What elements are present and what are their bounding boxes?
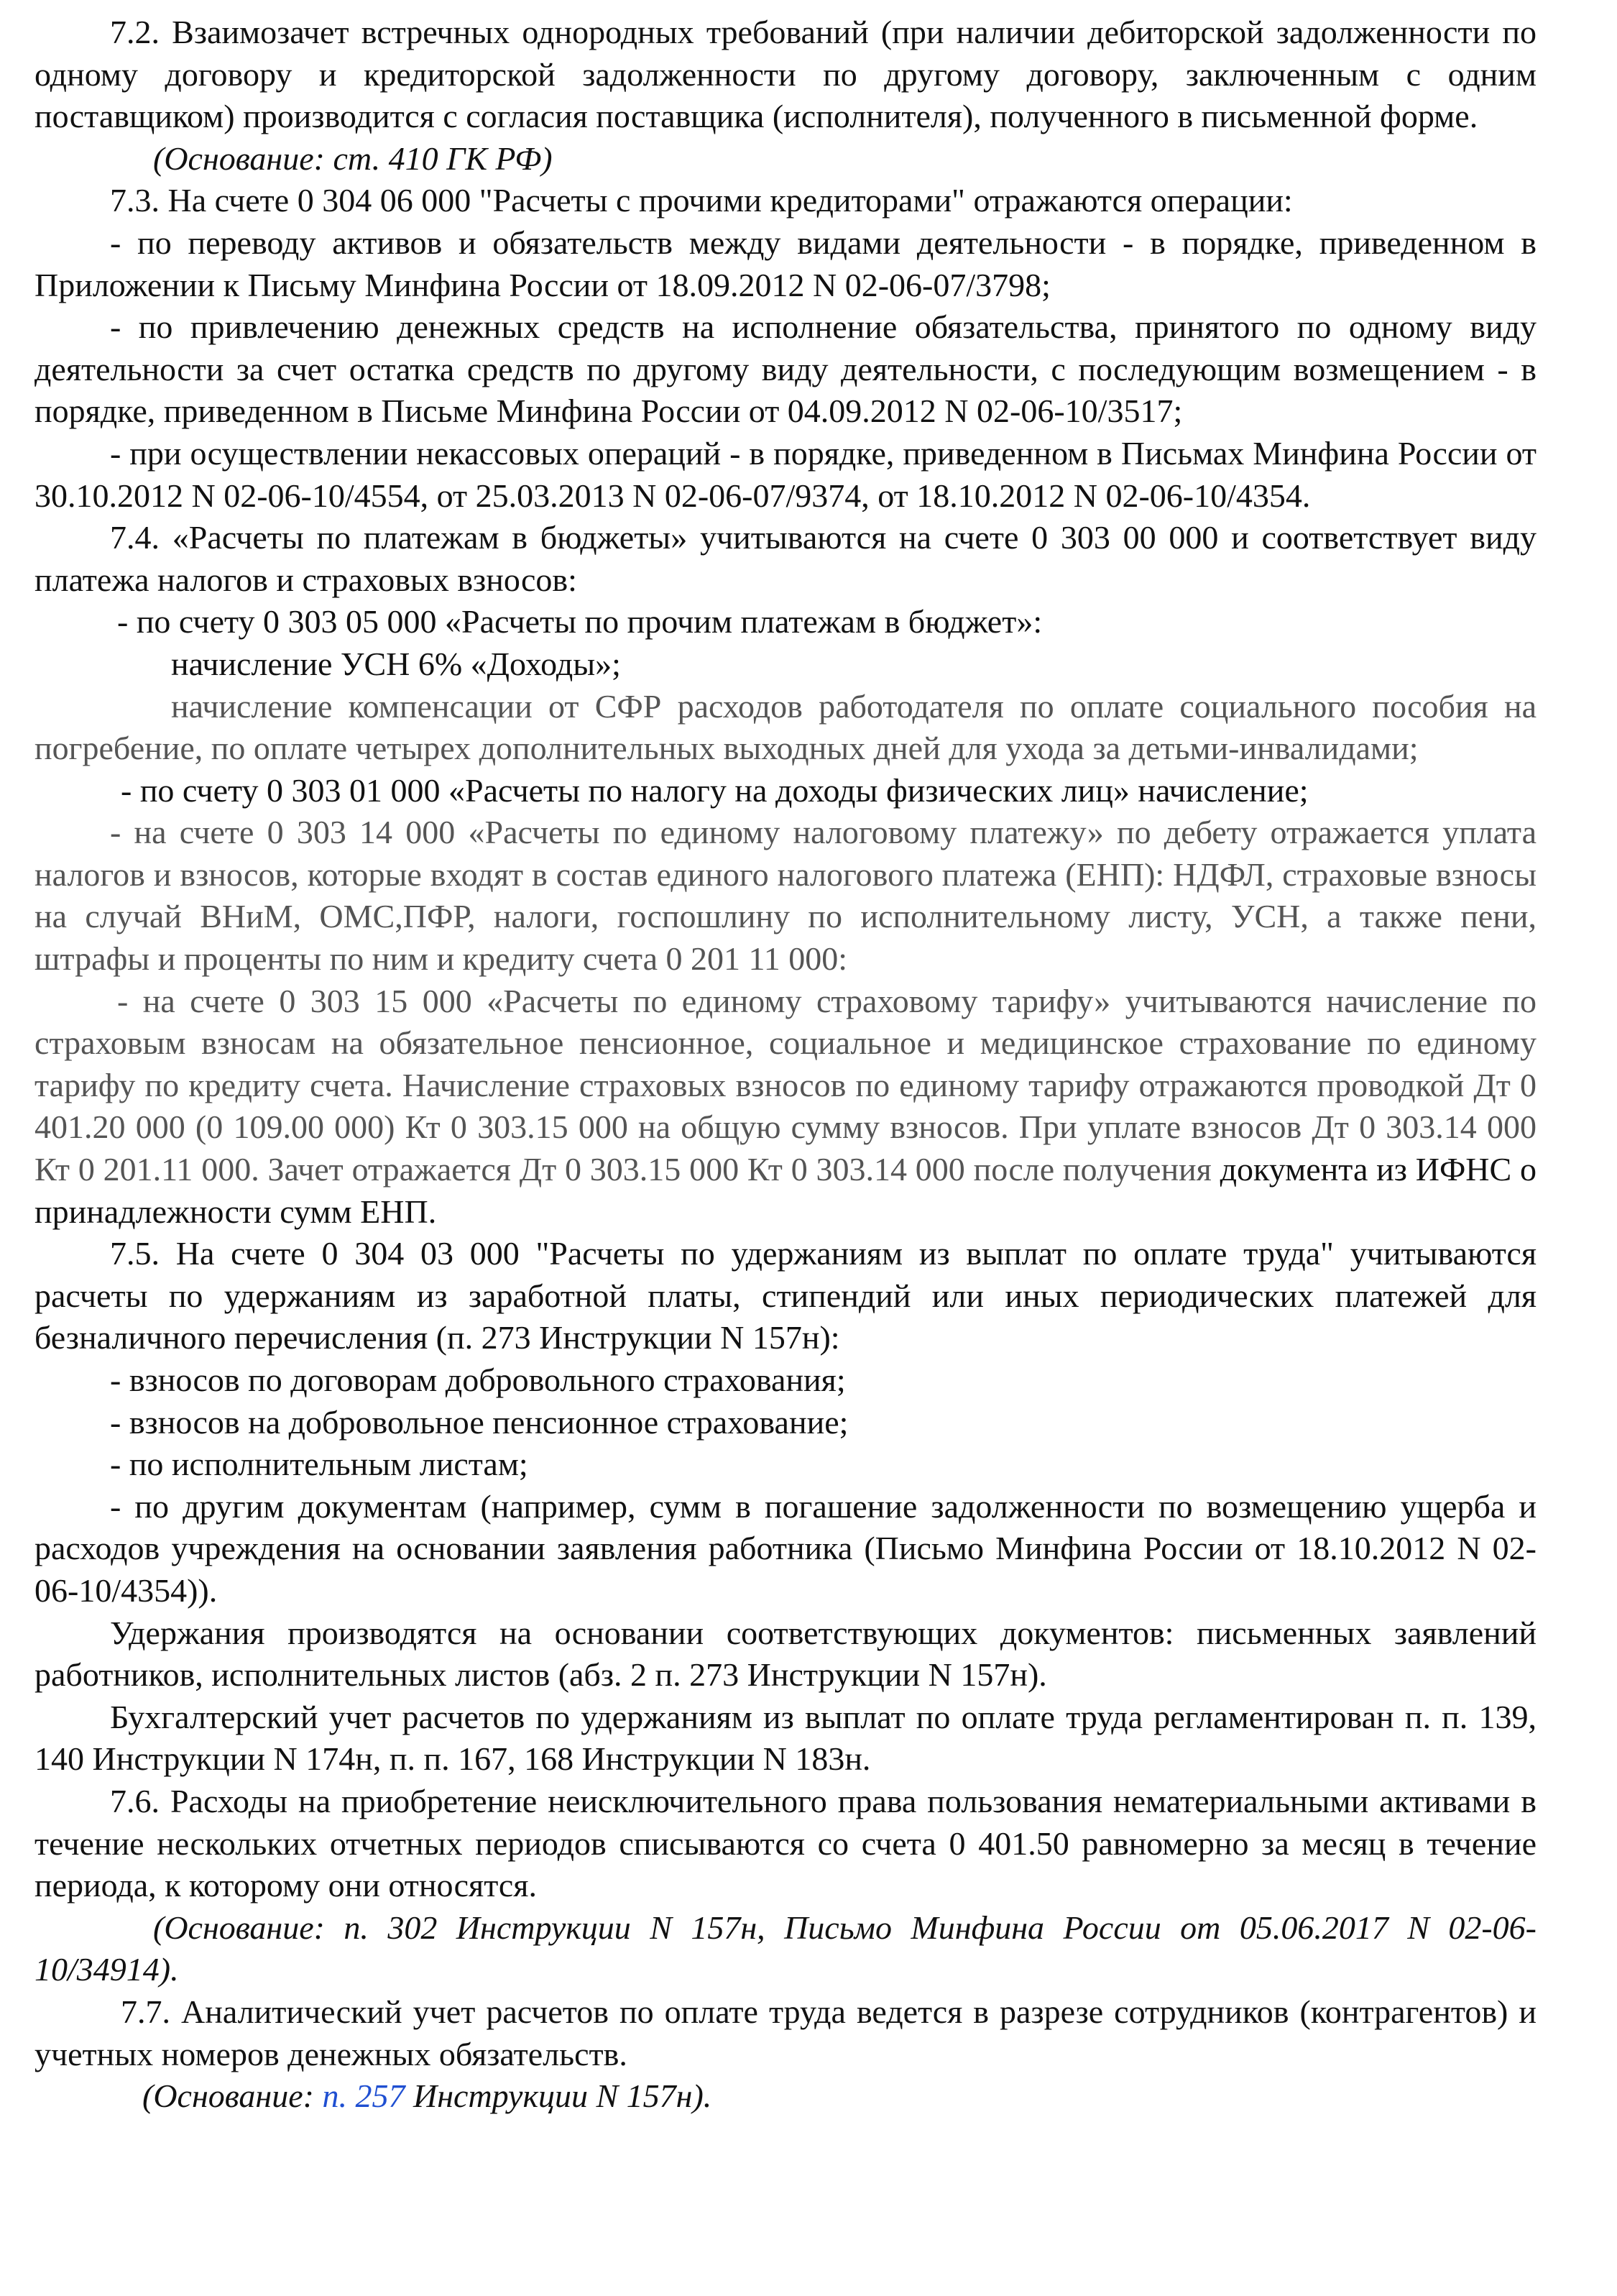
list-item-7-3-b: - по привлечению денежных средств на исполнение обязательства, принятого по одному виду деятельности за счет остатка средств по другому виду деятельности, с последующим возмещением - в порядке, приведенном в Письме Минфина России от 04.09.2012 N 02-06-10/3517; <box>34 308 1537 430</box>
basis-note-7-7-prefix: (Основание: <box>142 2077 323 2115</box>
paragraph-7-7: 7.7. Аналитический учет расчетов по оплате труда ведется в разрезе сотрудников (контрагентов) и учетных номеров денежных обязательств. <box>34 1993 1537 2072</box>
list-item-7-4-a: - по счету 0 303 05 000 «Расчеты по прочим платежам в бюджет»: <box>117 603 1043 640</box>
list-item-7-3-c: - при осуществлении некассовых операций - в порядке, приведенном в Письмах Минфина России от 30.10.2012 N 02-06-10/4554, от 25.03.2013 N 02-06-07/9374, от 18.10.2012 N 02-06-10/4354. <box>34 434 1537 514</box>
paragraph-7-5-withholding: Удержания производятся на основании соответствующих документов: письменных заявлений работников, исполнительных листов (абз. 2 п. 273 Инструкции N 157н). <box>34 1614 1537 1694</box>
list-item-7-3-a: - по переводу активов и обязательств между видами деятельности - в порядке, приведенном в Приложении к Письму Минфина России от 18.09.2012 N 02-06-07/3798; <box>34 224 1537 303</box>
basis-note-7-6: (Основание: п. 302 Инструкции N 157н, Письмо Минфина России от 05.06.2017 N 02-06-10/34914). <box>34 1909 1537 1988</box>
list-item-7-4-d-ending: документа из ИФНС о принадлежности сумм ЕНП. <box>34 1151 1537 1230</box>
list-item-7-5-a: - взносов по договорам добровольного страхования; <box>110 1361 846 1398</box>
paragraph-7-2: 7.2. Взаимозачет встречных однородных требований (при наличии дебиторской задолженности по одному договору и кредиторской задолженности по другому договору, заключенным с одним поставщиком) производится с согласия поставщика (исполнителя), полученного в письменной форме. <box>34 14 1537 135</box>
sub-item-7-4-a2: начисление компенсации от СФР расходов работодателя по оплате социального пособия на погребение, по оплате четырех дополнительных выходных дней для ухода за детьми-инвалидами; <box>34 687 1537 767</box>
basis-note-7-2: (Основание: ст. 410 ГК РФ) <box>153 139 553 177</box>
basis-note-7-7-suffix: Инструкции N 157н). <box>405 2077 712 2115</box>
list-item-7-4-d <box>34 981 1537 1234</box>
paragraph-7-3: 7.3. На счете 0 304 06 000 "Расчеты с прочими кредиторами" отражаются операции: <box>110 182 1293 219</box>
paragraph-7-4: 7.4. «Расчеты по платежам в бюджеты» учитываются на счете 0 303 00 000 и соответствует виду платежа налогов и страховых взносов: <box>34 519 1537 598</box>
instruction-link[interactable]: п. 257 <box>322 2077 405 2115</box>
list-item-7-4-b: - по счету 0 303 01 000 «Расчеты по налогу на доходы физических лиц» начисление; <box>121 771 1309 809</box>
basis-note-7-7 <box>34 2075 1537 2118</box>
sub-item-7-4-a1: начисление УСН 6% «Доходы»; <box>171 645 621 682</box>
list-item-7-4-d-text: - на счете 0 303 15 000 «Расчеты по единому страховому тарифу» учитываются начисление по страховым взносам на обязательное пенсионное, социальное и медицинское страхование по единому тарифу по кредиту счета. Начисление страховых взносов по единому тарифу отражаются проводкой Дт 0 401.20 000 (0 109.00 000) Кт 0 303.15 000 на общую сумму взносов. При уплате взносов Дт 0 303.14 000 Кт 0 201.11 000. Зачет отражается Дт 0 303.15 000 Кт 0 303.14 000 после получения <box>34 982 1537 1188</box>
list-item-7-5-d: - по другим документам (например, сумм в погашение задолженности по возмещению ущерба и расходов учреждения на основании заявления работника (Письмо Минфина России от 18.10.2012 N 02-06-10/4354)). <box>34 1487 1537 1609</box>
list-item-7-5-b: - взносов на добровольное пенсионное страхование; <box>110 1403 849 1441</box>
paragraph-7-5: 7.5. На счете 0 304 03 000 "Расчеты по удержаниям из выплат по оплате труда" учитываются расчеты по удержаниям из заработной платы, стипендий или иных периодических платежей для безналичного перечисления (п. 273 Инструкции N 157н): <box>34 1235 1537 1356</box>
paragraph-7-6: 7.6. Расходы на приобретение неисключительного права пользования нематериальными активами в течение нескольких отчетных периодов списываются со счета 0 401.50 равномерно за месяц в течение периода, к которому они относятся. <box>34 1782 1537 1904</box>
paragraph-7-5-regulation: Бухгалтерский учет расчетов по удержаниям из выплат по оплате труда регламентирован п. п. 139, 140 Инструкции N 174н, п. п. 167, 168 Инструкции N 183н. <box>34 1698 1537 1778</box>
list-item-7-4-c: - на счете 0 303 14 000 «Расчеты по единому налоговому платежу» по дебету отражается уплата налогов и взносов, которые входят в состав единого налогового платежа (ЕНП): НДФЛ, страховые взносы на случай ВНиМ, ОМС,ПФР, налоги, госпошлину по исполнительному листу, УСН, а также пени, штрафы и проценты по ним и кредиту счета 0 201 11 000: <box>34 814 1537 978</box>
document-page <box>34 12 1537 2118</box>
list-item-7-5-c: - по исполнительным листам; <box>110 1446 528 1483</box>
